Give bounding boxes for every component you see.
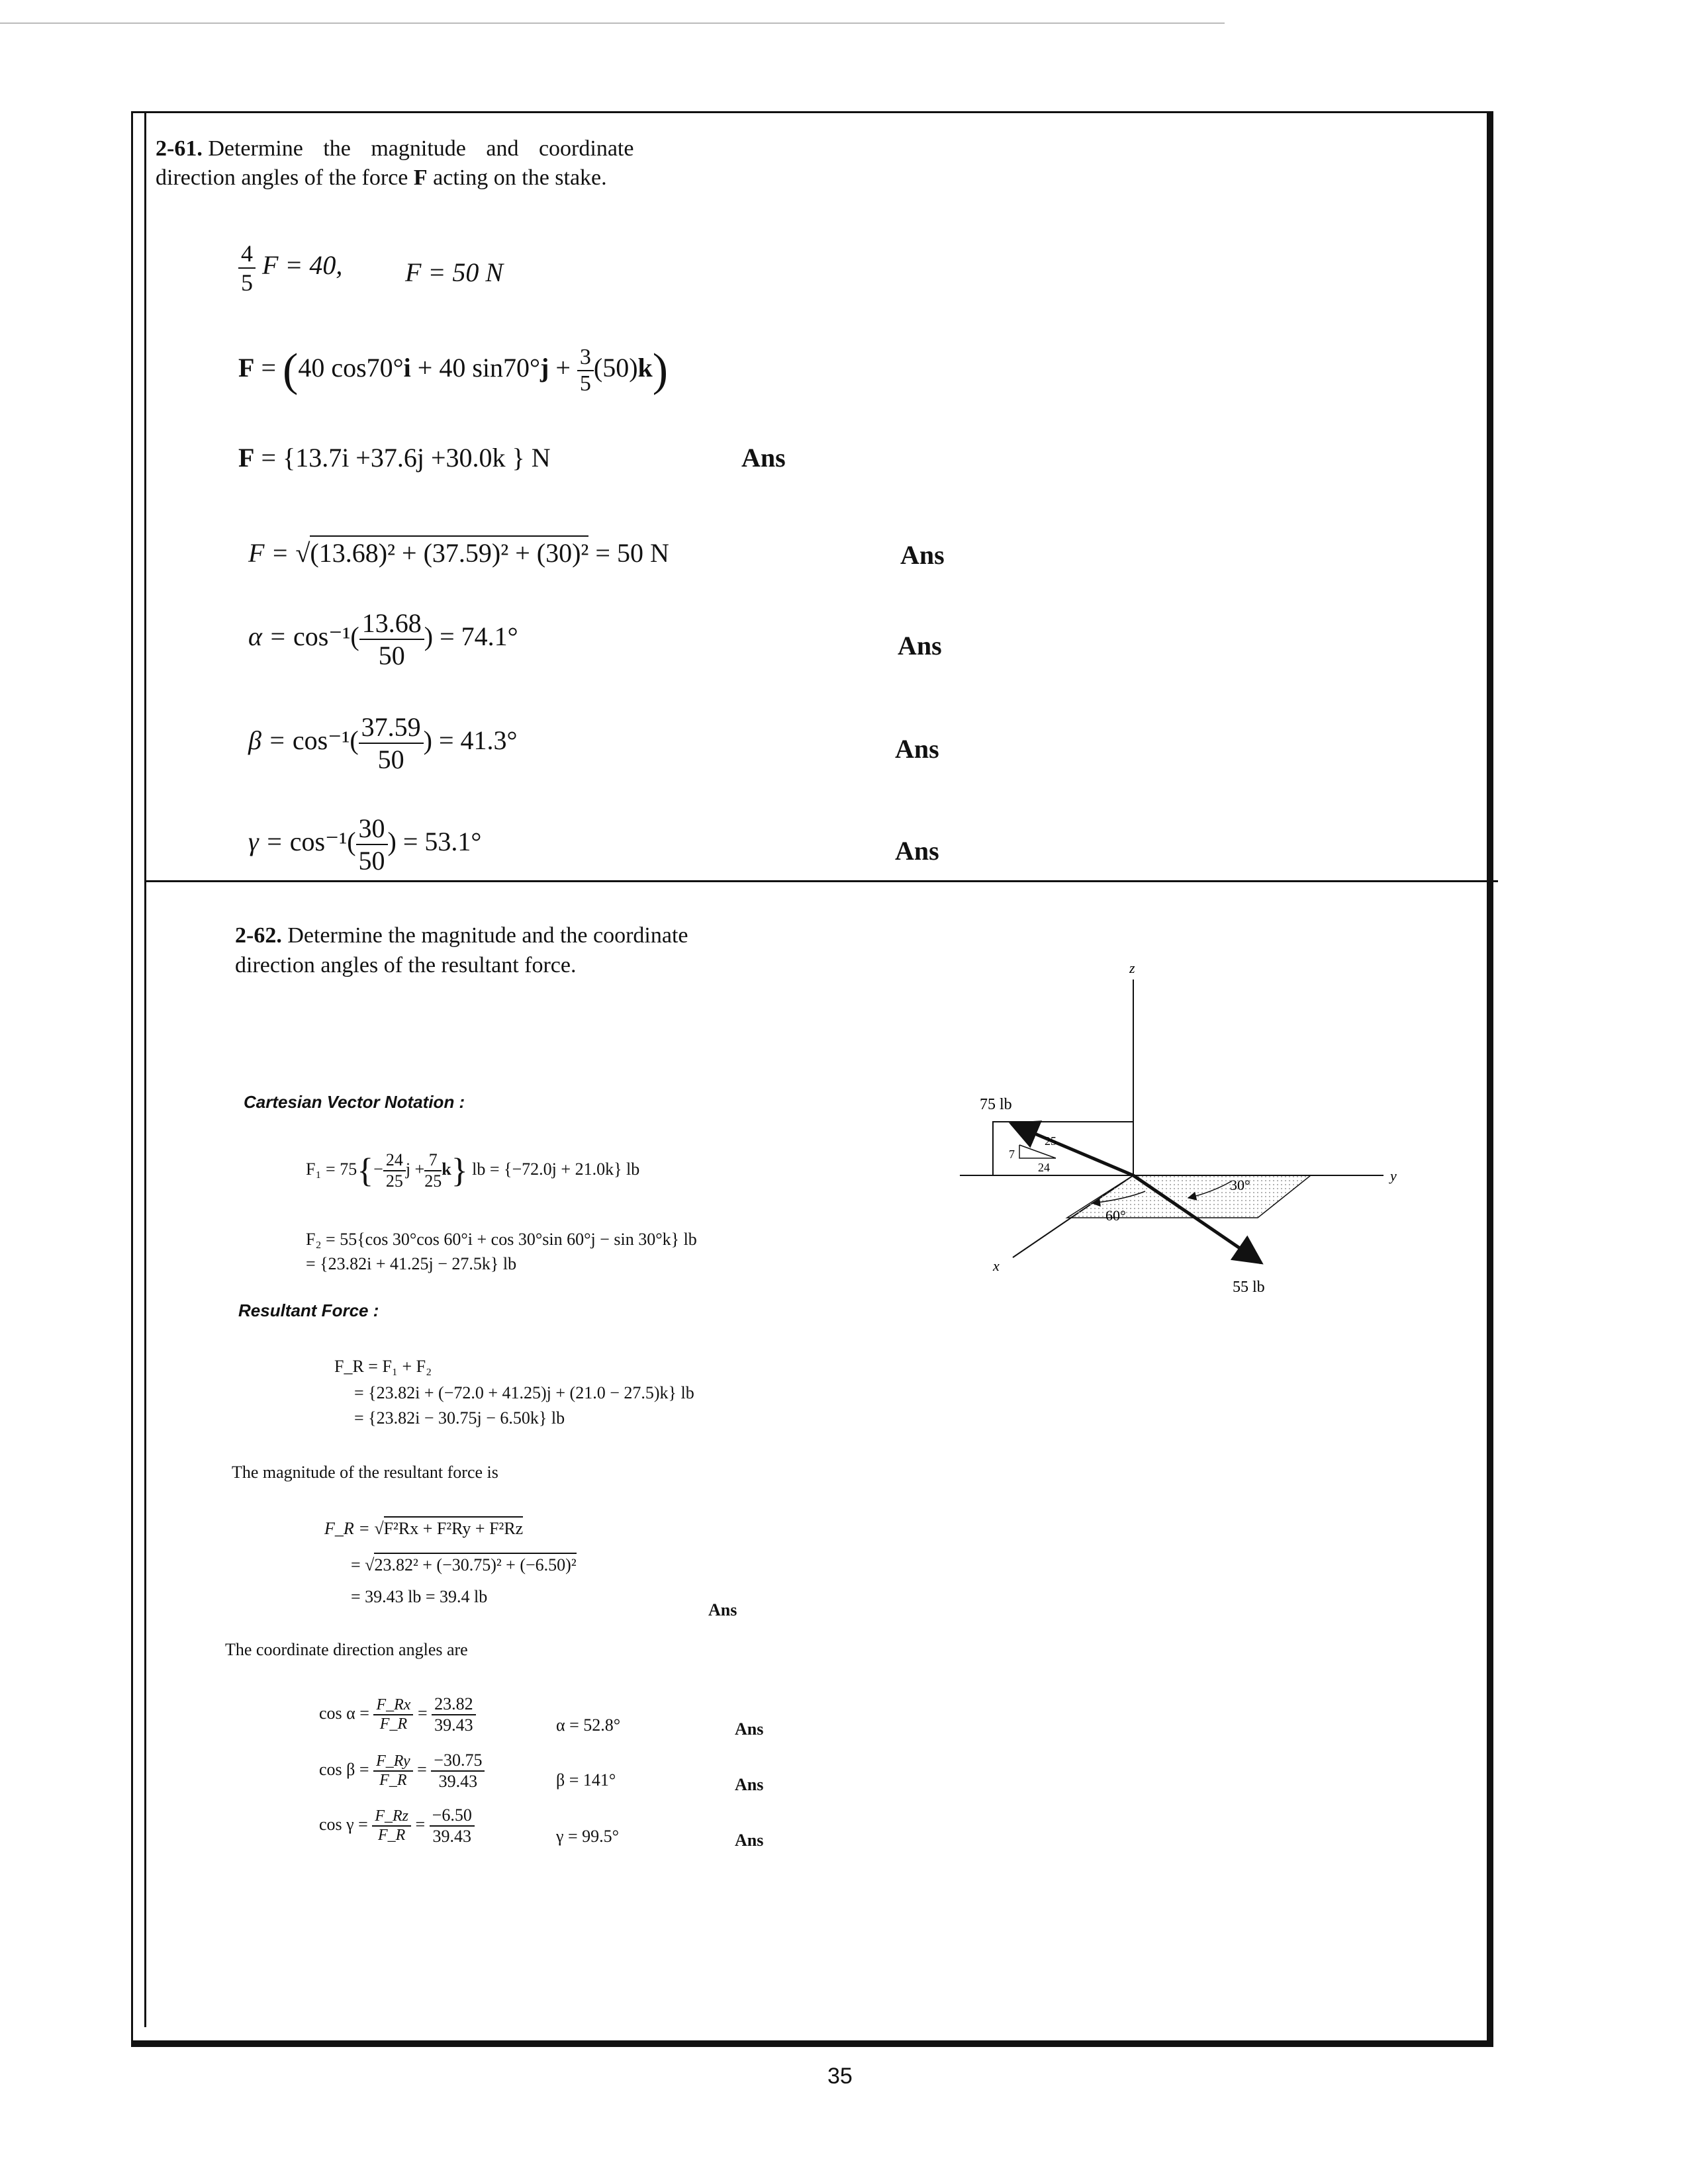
eq-61-beta (248, 711, 518, 775)
problem-divider (144, 880, 1498, 882)
eq-text: F = 40, (262, 250, 343, 281)
x-axis-label: x (993, 1257, 1000, 1274)
angle-60-label: 60° (1105, 1207, 1126, 1224)
problem-62-statement-line2: direction angles of the resultant force. (235, 953, 577, 978)
frac-num: −6.50 (430, 1805, 475, 1827)
eq-cos-alpha: cos α = $\frac{F\_Rx}{F\_R}$ = $\frac{23.82}{39.43}$ (319, 1694, 476, 1735)
eq-lhs: F (238, 353, 255, 383)
unit-k: k (637, 353, 653, 383)
ans-label: Ans (741, 443, 786, 473)
unit-j: j (540, 353, 549, 383)
unit-k: k (442, 1159, 451, 1179)
ans-label: Ans (898, 631, 942, 660)
frac-num: 7 (424, 1150, 442, 1171)
problem-number: 2-62. (235, 923, 282, 948)
frame-inner-left (144, 111, 146, 2027)
eq-lhs: β = (248, 725, 286, 756)
gamma-result: γ = 99.5° (556, 1827, 620, 1846)
eq-61-alpha (248, 608, 518, 671)
eq-fr-line2: = {23.82i + (−72.0 + 41.25)j + (21.0 − 27.5)k} lb (354, 1383, 694, 1402)
frac-den: 39.43 (432, 1827, 471, 1846)
problem-61-statement-line2 (156, 165, 607, 191)
eq-lhs: F (238, 443, 255, 473)
eq-lhs: γ = (248, 827, 283, 857)
eq-term: cos⁻¹( (293, 621, 359, 652)
eq-term: (50) (593, 353, 638, 383)
eq-lhs: cos β = (319, 1759, 369, 1779)
statement-text: acting on the stake. (427, 165, 607, 190)
frac-den: 5 (241, 269, 253, 296)
eq-61-4: F = √(13.68)² + (37.59)² + (30)² = 50 N (248, 537, 669, 569)
frac-num: 37.59 (359, 711, 424, 744)
force-symbol: F (413, 165, 428, 190)
problem-number: 2-61. (156, 136, 203, 161)
eq-f2-line2: = {23.82i + 41.25j − 27.5k} lb (306, 1254, 517, 1273)
slope-24-label: 24 (1038, 1161, 1050, 1174)
eq-61-gamma (248, 813, 481, 876)
eq-lhs: cos α = (319, 1703, 369, 1723)
eq-lhs: = (351, 1555, 361, 1574)
eq-lhs: α = (248, 621, 287, 652)
frac-num: 23.82 (432, 1694, 476, 1715)
statement-line: Determine the magnitude and the coordinate (287, 923, 688, 948)
frac-den: F_R (379, 1772, 407, 1789)
eq-term: 40 cos70° (298, 353, 404, 383)
frac-num: F_Rz (372, 1807, 411, 1827)
problem-62-statement (235, 923, 688, 948)
ans-label: Ans (895, 836, 939, 866)
heading-cartesian: Cartesian Vector Notation : (244, 1092, 465, 1112)
frac-num: 4 (238, 240, 256, 269)
frac-den: F_R (377, 1827, 406, 1844)
statement-line: Determine the magnitude and coordinate (208, 136, 634, 161)
frac-num: −30.75 (431, 1751, 485, 1772)
eq-lhs: F_R = (324, 1519, 370, 1538)
eq-fr-line3: = {23.82i − 30.75j − 6.50k} lb (354, 1408, 565, 1428)
frac-num: F_Ry (373, 1752, 413, 1772)
eq-61-2: F = (40 cos70°i + 40 sin70°j + $\frac{3}{5}$ (50)k) (238, 345, 669, 396)
angle-30-label: 30° (1230, 1177, 1250, 1193)
problem-61-statement (156, 136, 633, 161)
ans-label: Ans (735, 1775, 764, 1794)
radicand: F²Rx + F²Ry + F²Rz (384, 1516, 524, 1538)
frac-num: 30 (356, 813, 388, 845)
eq-term: j + (405, 1159, 425, 1179)
beta-result: β = 141° (556, 1770, 616, 1790)
ans-label: Ans (735, 1719, 764, 1739)
shaded-plane (1067, 1175, 1311, 1218)
eq-mag-1: F_R = √F²Rx + F²Ry + F²Rz (324, 1519, 523, 1539)
force-75lb-label: 75 lb (980, 1096, 1012, 1113)
eq-term: + (549, 353, 577, 383)
ans-label: Ans (895, 734, 939, 764)
force-diagram (927, 953, 1443, 1324)
eq-mag-2: = √23.82² + (−30.75)² + (−6.50)² (351, 1555, 577, 1575)
radicand: (13.68)² + (37.59)² + (30)² (310, 535, 588, 568)
eq-lhs: F₁ = 75 (306, 1159, 357, 1179)
z-axis-label: z (1129, 960, 1135, 976)
eq-result: ) = 74.1° (424, 621, 518, 652)
alpha-result: α = 52.8° (556, 1715, 621, 1735)
statement-text: direction angles of the force (156, 165, 414, 190)
radicand: 23.82² + (−30.75)² + (−6.50)² (374, 1553, 576, 1574)
eq-f2-line1: F₂ = 55{cos 30°cos 60°i + cos 30°sin 60°j − sin 30°k} lb (306, 1230, 697, 1249)
frac-num: F_Rx (373, 1696, 413, 1715)
eq-61-1-result: F = 50 N (405, 257, 504, 287)
frac-den: 50 (377, 745, 404, 774)
slope-7-label: 7 (1009, 1148, 1015, 1161)
ans-label: Ans (900, 540, 945, 570)
eq-mag-3: = 39.43 lb = 39.4 lb (351, 1587, 488, 1606)
magnitude-text: The magnitude of the resultant force is (232, 1463, 498, 1482)
eq-result: ) = 53.1° (387, 827, 482, 857)
eq-61-1 (238, 240, 342, 296)
ans-label: Ans (708, 1600, 737, 1619)
slope-25-label: 25 (1045, 1134, 1056, 1148)
frac-den: 25 (385, 1171, 403, 1191)
frac-den: F_R (379, 1715, 408, 1733)
eq-61-3 (238, 442, 551, 473)
eq-lhs: cos γ = (319, 1814, 368, 1834)
eq-term: cos⁻¹( (292, 725, 359, 756)
eq-lhs: F = (248, 538, 289, 568)
frac-den: 39.43 (434, 1715, 473, 1735)
eq-term: cos⁻¹( (289, 827, 356, 857)
page-number: 35 (827, 2064, 853, 2089)
eq-fr-line1: F_R = F₁ + F₂ (334, 1357, 432, 1376)
frac-den: 5 (579, 371, 591, 396)
top-scan-line (0, 23, 1225, 24)
heading-resultant: Resultant Force : (238, 1300, 379, 1320)
eq-result: = 50 N (595, 538, 669, 568)
eq-term: + 40 sin70° (410, 353, 540, 383)
eq-cos-beta: cos β = $\frac{F\_Ry}{F\_R}$ = $\frac{-30.75}{39.43}$ (319, 1751, 485, 1792)
frac-den: 50 (378, 641, 405, 670)
force-55lb-label: 55 lb (1233, 1279, 1265, 1296)
eq-cos-gamma: cos γ = $\frac{F\_Rz}{F\_R}$ = $\frac{-6.50}{39.43}$ (319, 1805, 475, 1846)
y-axis-label: y (1390, 1167, 1397, 1184)
angles-text: The coordinate direction angles are (225, 1640, 468, 1659)
eq-f1: F₁ = 75{− $\frac{24}{25}$ j + $\frac{7}{25}$ k} lb = {−72.0j + 21.0k} lb (306, 1150, 640, 1191)
eq-rhs: lb = {−72.0j + 21.0k} lb (472, 1159, 640, 1179)
frac-den: 50 (358, 846, 385, 876)
force-75lb-arrow (1011, 1124, 1133, 1175)
eq-result: ) = 41.3° (423, 725, 518, 756)
unit-i: i (403, 353, 411, 383)
frac-den: 25 (424, 1171, 442, 1191)
eq-rhs: = {13.7i +37.6j +30.0k } N (261, 443, 551, 473)
ans-label: Ans (735, 1831, 764, 1850)
frac-num: 13.68 (359, 608, 424, 640)
frac-num: 3 (577, 345, 594, 371)
frac-den: 39.43 (438, 1772, 478, 1791)
frac-num: 24 (383, 1150, 406, 1171)
